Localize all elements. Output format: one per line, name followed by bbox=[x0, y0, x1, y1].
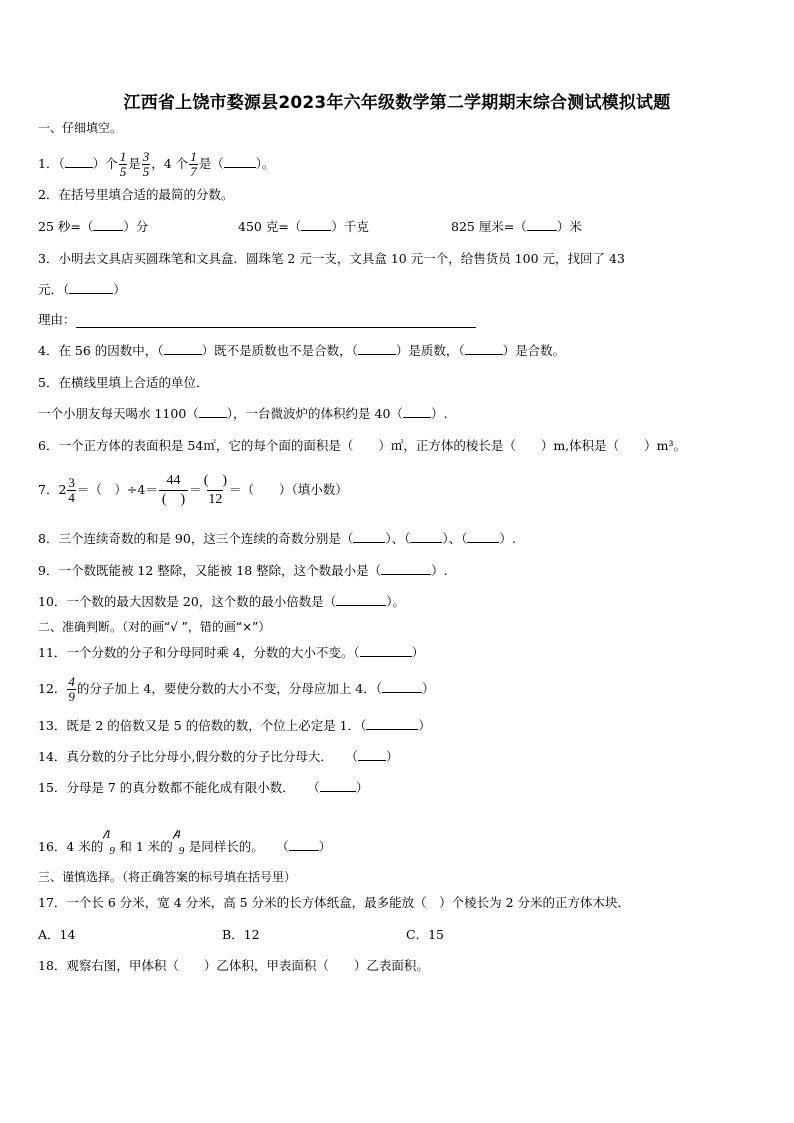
q17-option-b[interactable]: B．12 bbox=[222, 927, 260, 942]
q14-blank[interactable] bbox=[358, 749, 386, 761]
question-18: 18．观察右图，甲体积（ ）乙体积，甲表面积（ ）乙表面积。 bbox=[38, 958, 429, 973]
question-14: 14．真分数的分子比分母小,假分数的分子比分母大． （ ） bbox=[38, 749, 399, 764]
section-1-heading: 一、仔细填空。 bbox=[38, 121, 123, 135]
q8-blank-3[interactable] bbox=[467, 531, 499, 543]
q8-blank-2[interactable] bbox=[410, 531, 442, 543]
question-4: 4．在 56 的因数中，（ ）既不是质数也不是合数，（ ）是质数，（ ）是合数。 bbox=[38, 343, 566, 358]
q1-blank-2[interactable] bbox=[224, 156, 256, 168]
question-1 bbox=[38, 150, 274, 179]
question-5-items: 一个小朋友每天喝水 1100（ ），一台微波炉的体积约是 40（ ）. bbox=[38, 406, 448, 421]
q16-blank[interactable] bbox=[289, 839, 319, 851]
q2-item-a: 25 秒=（ ）分 bbox=[38, 219, 149, 234]
q1-fraction-3: $\frac{1}{7}$ bbox=[190, 149, 197, 179]
question-8: 8．三个连续奇数的和是 90，这三个连续的奇数分别是（ ）、（ ）、（ ）. bbox=[38, 531, 516, 546]
exam-page: 江西省上饶市婺源县2023年六年级数学第二学期期末综合测试模拟试题 一、仔细填空。 1．（ ）个 $\frac{1}{5}$ 是 $\frac{3}{5}$ ，4 个 $\frac{1}{7}$ 是（ ）。 2．在括号里填合适的最简的分数。 25 秒=（ ）分 450 克=（ ）千克 825 厘米=（ ）米 3．小明去文具店买圆珠笔和文具盒．圆珠笔 2 元一支，文具盒 10 元一个，给售货员 100 元，找回了 43 元．（ ） 理由： 4．在 56 的因数中，（ ）既不是质数也不是合数，（ ）是质数，（ ）是合数。 5．在横线里填上合适的单位． 一个小朋友每天喝水 1100（ ），一台微波炉的体积约是 40（ ）. 6．一个正方体的表面积是 54㎡，它的每个面的面积是（ ）㎡，正方体的棱长是（ ）m,体积是（ ）m³。 7．2 $\frac{3}{4}$ ＝（ ）÷4＝ $\frac{44}{( )}$ ＝ $\frac{( )}{12}$ ＝（ ）（填小数） 8．三个连续奇数的和是 90，这三个连续的奇数分别是（ ）、（ ）、（ ）. 9．一个数既能被 12 整除，又能被 18 整除，这个数最小是（ ）. 10．一个数的最大因数是 20，这个数的最小倍数是（ ）。 二、准确判断。（对的画“√ ”，错的画“×”） 11．一个分数的分子和分母同时乘 4，分数的大小不变。（ ） 12． $\frac{4}{9}$ 的分子加上 4，要使分数的大小不变，分母应加上 4．（ ） 13．既是 2 的倍数又是 5 的倍数的数，个位上必定是 1．（ ） 14．真分数的分子比分母小,假分数的分子比分母大． （ ） 15．分母是 7 的真分数都不能化成有限小数． （ ） 16．4 米的 1 9 和 1 米的 4 9 是同样长的。 （ ） 三、谨慎选择。（将正确答案的标号填在括号里） 17．一个长 6 分米，宽 4 分米，高 5 分米的长方体纸盒，最多能放（ ）个棱长为 2 分米的正方体木块． A．14 B．12 C．15 18．观察右图，甲体积（ ）乙体积，甲表面积（ ）乙表面积。 bbox=[0, 0, 794, 1123]
question-2: 2．在括号里填合适的最简的分数。 bbox=[38, 187, 234, 202]
q3-blank[interactable] bbox=[69, 282, 113, 294]
q15-blank[interactable] bbox=[320, 780, 356, 792]
q2-item-b: 450 克=（ ）千克 bbox=[238, 219, 369, 234]
q4-blank-2[interactable] bbox=[358, 343, 396, 355]
q17-option-a[interactable]: A．14 bbox=[38, 927, 76, 942]
question-11: 11．一个分数的分子和分母同时乘 4，分数的大小不变。（ ） bbox=[38, 645, 425, 660]
question-3-reason: 理由： bbox=[38, 312, 476, 328]
question-13: 13．既是 2 的倍数又是 5 的倍数的数，个位上必定是 1．（ ） bbox=[38, 718, 431, 733]
q12-blank[interactable] bbox=[382, 681, 422, 693]
q2-blank-a[interactable] bbox=[93, 219, 123, 231]
section-2-heading: 二、准确判断。（对的画“√ ”，错的画“×”） bbox=[38, 620, 271, 634]
q2-blank-b[interactable] bbox=[301, 219, 331, 231]
q1-fraction-1: $\frac{1}{5}$ bbox=[119, 149, 127, 179]
q7-fraction-12: $\frac{( )}{12}$ bbox=[203, 473, 228, 507]
q2-blank-c[interactable] bbox=[527, 219, 557, 231]
q3-reason-line[interactable] bbox=[76, 315, 476, 328]
q7-fraction-44: $\frac{44}{( )}$ bbox=[159, 472, 188, 509]
q9-blank[interactable] bbox=[381, 563, 431, 575]
q7-mixed-fraction: $\frac{3}{4}$ bbox=[68, 475, 75, 505]
question-17: 17．一个长 6 分米，宽 4 分米，高 5 分米的长方体纸盒，最多能放（ ）个棱长为 2 分米的正方体木块． bbox=[38, 895, 631, 910]
question-3-continued: 元．（ ） bbox=[38, 282, 126, 297]
q1-text: ）个 bbox=[92, 156, 118, 171]
q1-blank-1[interactable] bbox=[65, 156, 93, 168]
q1-text: 是 bbox=[128, 156, 141, 171]
q10-blank[interactable] bbox=[336, 594, 386, 606]
question-3: 3．小明去文具店买圆珠笔和文具盒．圆珠笔 2 元一支，文具盒 10 元一个，给售货员 100 元，找回了 43 bbox=[38, 251, 625, 266]
q1-text: 是（ bbox=[198, 156, 224, 171]
question-9: 9．一个数既能被 12 整除，又能被 18 整除，这个数最小是（ ）. bbox=[38, 563, 448, 578]
q12-fraction: $\frac{4}{9}$ bbox=[68, 674, 75, 704]
question-5: 5．在横线里填上合适的单位． bbox=[38, 375, 209, 390]
section-3-heading: 三、谨慎选择。（将正确答案的标号填在括号里） bbox=[38, 870, 297, 884]
q1-text: ）。 bbox=[255, 156, 275, 171]
question-10: 10．一个数的最大因数是 20，这个数的最小倍数是（ ）。 bbox=[38, 594, 406, 609]
q5-blank-1[interactable] bbox=[199, 406, 227, 418]
question-12: 12． $\frac{4}{9}$ 的分子加上 4，要使分数的大小不变，分母应加上 4．（ ） bbox=[38, 674, 435, 704]
q1-text: （ bbox=[58, 156, 65, 171]
question-7: 7．2 $\frac{3}{4}$ ＝（ ）÷4＝ $\frac{44}{( )}$ ＝ $\frac{( )}{12}$ ＝（ ）（填小数） bbox=[38, 473, 348, 507]
q2-item-c: 825 厘米=（ ）米 bbox=[451, 219, 582, 234]
q4-blank-3[interactable] bbox=[465, 343, 503, 355]
q1-num: 1． bbox=[38, 156, 59, 171]
q11-blank[interactable] bbox=[360, 645, 412, 657]
question-15: 15．分母是 7 的真分数都不能化成有限小数． （ ） bbox=[38, 780, 369, 795]
question-6: 6．一个正方体的表面积是 54㎡，它的每个面的面积是（ ）㎡，正方体的棱长是（ ）m,体积是（ ）m³。 bbox=[38, 438, 687, 453]
q1-fraction-2: $\frac{3}{5}$ bbox=[142, 149, 150, 179]
page-title: 江西省上饶市婺源县2023年六年级数学第二学期期末综合测试模拟试题 bbox=[123, 93, 671, 113]
q4-blank-1[interactable] bbox=[164, 343, 202, 355]
q17-option-c[interactable]: C．15 bbox=[406, 927, 444, 942]
q13-blank[interactable] bbox=[366, 718, 418, 730]
q1-text: ，4 个 bbox=[151, 156, 189, 171]
q5-blank-2[interactable] bbox=[403, 406, 431, 418]
q8-blank-1[interactable] bbox=[353, 531, 385, 543]
